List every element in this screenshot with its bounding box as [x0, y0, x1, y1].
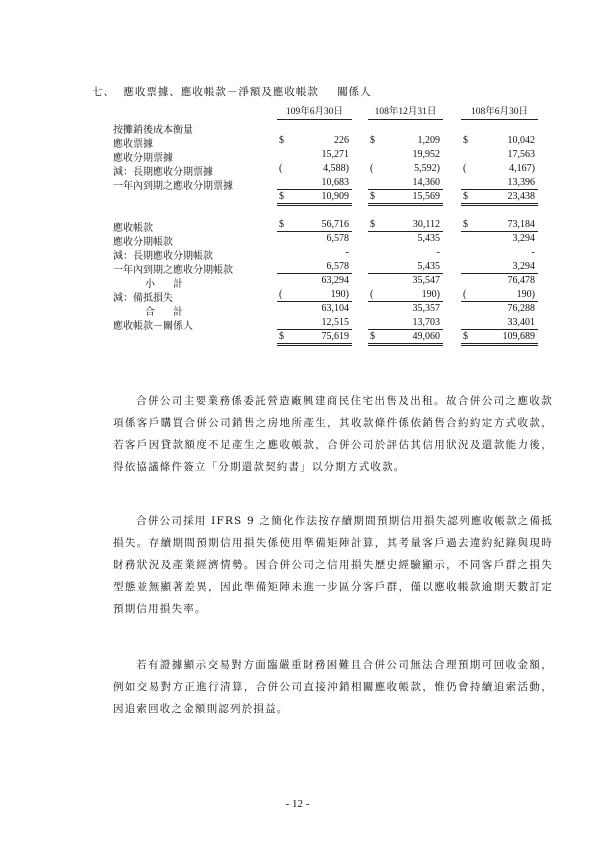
table-row: [113, 260, 553, 274]
section-number: 七、: [92, 86, 115, 98]
cell-value: 49,060: [412, 331, 440, 342]
cell-symbol: $: [370, 219, 375, 230]
table-header-row: [113, 106, 553, 120]
cell-symbol: $: [279, 191, 284, 202]
cell-symbol: (: [279, 289, 283, 300]
table-cell: [368, 246, 443, 259]
table-cell: [368, 134, 443, 147]
cell-value: 226: [334, 135, 349, 146]
cell-symbol: (: [370, 163, 374, 174]
cell-value: 35,357: [412, 303, 440, 314]
table-cell: [277, 232, 352, 245]
table-cell: [277, 288, 352, 302]
table-row: [113, 316, 553, 330]
table-cell: [461, 330, 538, 346]
cell-symbol: $: [463, 219, 468, 230]
cell-value: 35,547: [412, 275, 440, 286]
cell-value: 33,401: [507, 317, 535, 328]
cell-symbol: (: [463, 289, 467, 300]
table-cell: [461, 316, 538, 330]
table-cell: [368, 218, 443, 232]
table-cell: [368, 316, 443, 330]
cell-value: 190): [516, 289, 535, 300]
table-cell: [461, 148, 538, 161]
cell-value: 13,703: [412, 317, 440, 328]
table-cell: [461, 218, 538, 232]
row-label: 應收分期票據: [113, 153, 173, 164]
cell-value: 5,435: [417, 233, 440, 244]
table-row: [113, 204, 553, 218]
table-cell: [368, 176, 443, 190]
cell-value: 15,569: [412, 191, 440, 202]
section-heading: [92, 84, 372, 99]
row-label: 一年內到期之應收分期票據: [113, 181, 233, 192]
cell-value: 10,042: [507, 135, 535, 146]
cell-symbol: (: [463, 163, 467, 174]
table-row: [113, 288, 553, 302]
table-cell: [277, 148, 352, 161]
table-cell: [461, 274, 538, 287]
cell-symbol: $: [279, 219, 284, 230]
cell-value: 76,288: [507, 303, 535, 314]
cell-value: 76,478: [507, 275, 535, 286]
cell-value: 4,167): [509, 163, 535, 174]
table-cell: [461, 246, 538, 259]
page-number: - 12 -: [285, 798, 310, 810]
cell-value: 17,563: [507, 149, 535, 160]
cell-value: 13,396: [507, 177, 535, 188]
row-label: 減：備抵損失: [113, 293, 173, 304]
cell-symbol: $: [279, 135, 284, 146]
table-cell: [277, 134, 352, 147]
cell-symbol: (: [279, 163, 283, 174]
row-label: 按攤銷後成本衡量: [113, 125, 193, 136]
cell-value: 14,360: [412, 177, 440, 188]
column-header: 108年12月31日: [368, 106, 443, 120]
table-row: [113, 274, 553, 288]
table-row: [113, 148, 553, 162]
table-cell: [461, 260, 538, 274]
table-cell: [277, 302, 352, 315]
cell-value: 3,294: [512, 233, 535, 244]
column-header: 108年6月30日: [461, 106, 538, 120]
table-row: [113, 120, 553, 134]
section-title: 應收票據、應收帳款－淨額及應收帳款: [123, 86, 319, 98]
table-cell: [461, 232, 538, 245]
row-label: 合計: [145, 307, 201, 318]
cell-value: -: [345, 247, 349, 258]
cell-value: 10,909: [321, 191, 349, 202]
cell-symbol: $: [370, 135, 375, 146]
cell-symbol: $: [370, 191, 375, 202]
cell-value: 190): [330, 289, 349, 300]
cell-value: 5,592): [414, 163, 440, 174]
table-row: [113, 302, 553, 316]
row-label: 應收分期帳款: [113, 237, 173, 248]
paragraph: 合併公司主要業務係委託營造廠興建商民住宅出售及出租。故合併公司之應收款項係客戶購買合併公司銷售之房地所產生，其收款條件係依銷售合約約定方式收款，若客戶因貸款額度不足產生之應收帳款，合併公司於評估其信用狀況及還款能力後，得依協議條件簽立「分期還款契約書」以分期方式收款。: [113, 395, 553, 473]
cell-value: 4,588): [323, 163, 349, 174]
cell-value: 30,112: [412, 219, 440, 230]
cell-value: 3,294: [512, 261, 535, 272]
cell-value: 190): [421, 289, 440, 300]
table-cell: [277, 218, 352, 232]
cell-value: 15,271: [321, 149, 349, 160]
row-label: 減：長期應收分期帳款: [113, 251, 213, 262]
table-cell: [277, 316, 352, 330]
cell-symbol: (: [370, 289, 374, 300]
table-row: [113, 218, 553, 232]
table-row: [113, 176, 553, 190]
cell-value: 6,578: [326, 261, 349, 272]
table-cell: [461, 176, 538, 190]
row-label: 小計: [145, 279, 201, 290]
table-cell: [461, 302, 538, 315]
cell-symbol: $: [463, 191, 468, 202]
paragraph: 若有證據顯示交易對方面臨嚴重財務困難且合併公司無法合理預期可回收金額，例如交易對方正進行清算，合併公司直接沖銷相關應收帳款，惟仍會持續追索活動，因追索回收之金額則認列於損益。: [113, 659, 553, 715]
cell-symbol: $: [463, 331, 468, 342]
cell-symbol: $: [279, 331, 284, 342]
cell-value: 6,578: [326, 233, 349, 244]
table-cell: [277, 246, 352, 259]
cell-value: 63,104: [321, 303, 349, 314]
table-row: [113, 232, 553, 246]
cell-value: -: [531, 247, 535, 258]
table-cell: [461, 288, 538, 302]
cell-value: -: [436, 247, 440, 258]
cell-value: 5,435: [417, 261, 440, 272]
cell-value: 56,716: [321, 219, 349, 230]
table-cell: [277, 260, 352, 274]
table-cell: [461, 162, 538, 175]
table-cell: [277, 330, 352, 346]
paragraph: 合併公司採用 IFRS 9 之簡化作法按存續期間預期信用損失認列應收帳款之備抵損失。存續期間預期信用損失係使用準備矩陣計算，其考量客戶過去違約紀錄與現時財務狀況及產業經濟情勢。因合併公司之信用損失歷史經驗顯示，不同客戶群之損失型態並無顯著差異，因此準備矩陣未進一步區分客戶群，僅以應收帳款逾期天數訂定預期信用損失率。: [113, 515, 553, 615]
table-cell: [368, 330, 443, 346]
table-cell: [368, 148, 443, 161]
table-cell: [368, 274, 443, 287]
cell-value: 23,438: [507, 191, 535, 202]
row-label: 應收帳款: [113, 223, 153, 234]
table-cell: [368, 260, 443, 274]
cell-value: 109,689: [502, 331, 535, 342]
table-cell: [277, 274, 352, 287]
table-cell: [368, 302, 443, 315]
column-header: 109年6月30日: [277, 106, 352, 120]
table-row: [113, 190, 553, 204]
table-cell: [277, 176, 352, 190]
cell-value: 1,209: [417, 135, 440, 146]
row-label: 應收票據: [113, 139, 153, 150]
cell-value: 10,683: [321, 177, 349, 188]
table-row: [113, 246, 553, 260]
receivables-table: [113, 106, 553, 344]
row-label: 一年內到期之應收分期帳款: [113, 265, 233, 276]
table-cell: [368, 232, 443, 245]
table-cell: [277, 162, 352, 175]
table-row: [113, 162, 553, 176]
table-row: [113, 134, 553, 148]
section-title-related: 關係人: [337, 86, 372, 98]
table-cell: [368, 288, 443, 302]
row-label: 減：長期應收分期票據: [113, 167, 213, 178]
table-cell: [461, 134, 538, 147]
cell-value: 75,619: [321, 331, 349, 342]
cell-symbol: $: [370, 331, 375, 342]
cell-value: 73,184: [507, 219, 535, 230]
cell-symbol: $: [463, 135, 468, 146]
cell-value: 12,515: [321, 317, 349, 328]
row-label: 應收帳款－關係人: [113, 321, 193, 332]
table-cell: [368, 162, 443, 175]
cell-value: 63,294: [321, 275, 349, 286]
cell-value: 19,952: [412, 149, 440, 160]
table-row: [113, 330, 553, 344]
